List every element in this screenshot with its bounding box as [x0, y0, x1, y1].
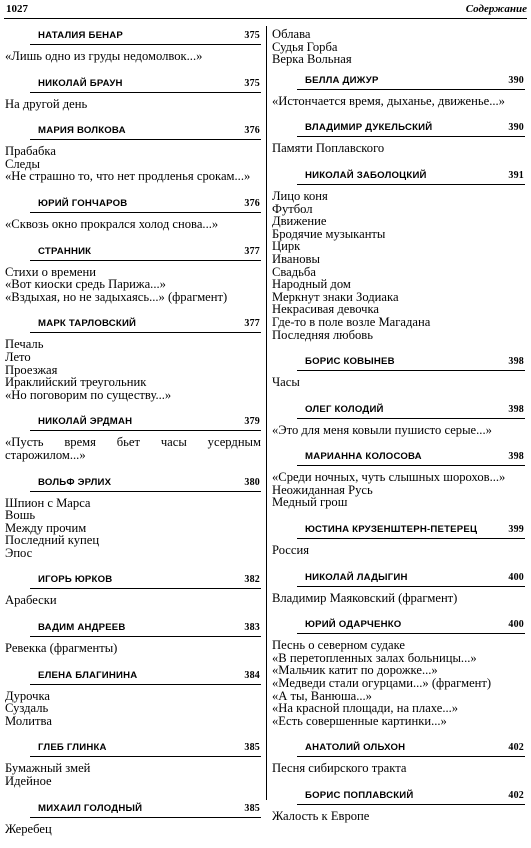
page-ref: 383 [244, 622, 260, 634]
entry-list [5, 140, 261, 196]
toc-entry: Облава [272, 27, 311, 41]
toc-entry: Народный дом [272, 277, 351, 292]
page-ref: 390 [508, 74, 524, 86]
toc-section [272, 740, 525, 788]
toc-entry: Лето [5, 349, 31, 364]
toc-entry: Печаль [5, 337, 44, 352]
toc-section [272, 120, 525, 168]
page-ref: 402 [508, 742, 524, 754]
page-ref: 377 [244, 318, 260, 330]
toc-entry: Меркнут знаки Зодиака [272, 289, 399, 304]
page-ref: 384 [244, 669, 260, 681]
toc-entry: Владимир Маяковский (фрагмент) [272, 590, 458, 605]
toc-entry: Неожиданная Русь [272, 482, 373, 497]
toc-entry: Медный грош [272, 495, 348, 510]
author-name: ЕЛЕНА БЛАГИНИНА [38, 669, 138, 681]
toc-entry: Эпос [5, 545, 33, 560]
toc-section [5, 801, 261, 848]
toc-entry: «Мальчик катит по дорожке...» [272, 663, 438, 678]
toc-section [5, 244, 261, 317]
entry-list [272, 90, 525, 121]
toc-entry: Идейное [5, 774, 52, 789]
toc-entry: Футбол [272, 201, 313, 216]
author-name: АНАТОЛИЙ ОЛЬХОН [305, 742, 406, 754]
page-ref: 398 [508, 356, 524, 368]
entry-list [5, 757, 261, 800]
toc-entry: «Медведи стали огурцами...» (фрагмент) [272, 676, 492, 691]
author-name: ЮСТИНА КРУЗЕНШТЕРН-ПЕТЕРЕЦ [305, 524, 478, 536]
toc-entry: Последний купец [5, 533, 100, 548]
toc-entry: «Но поговорим по существу...» [5, 387, 172, 402]
section-heading [297, 354, 525, 371]
toc-entry: Арабески [5, 593, 57, 608]
section-heading [30, 572, 261, 589]
entry-list [5, 818, 261, 848]
entry-list [5, 637, 261, 668]
toc-section [272, 522, 525, 570]
toc-entry: «Пусть время бьет часы усердным старожилом...» [5, 435, 261, 462]
page-ref: 402 [508, 790, 524, 801]
toc-section [5, 740, 261, 800]
toc-section [272, 617, 525, 740]
entry-list [272, 634, 525, 740]
page-ref: 390 [508, 122, 524, 134]
section-heading [297, 788, 525, 805]
toc-entry: «А ты, Ванюша...» [272, 688, 372, 703]
toc-section [272, 788, 525, 836]
page-ref: 375 [244, 77, 260, 89]
toc-entry: Песня сибирского тракта [272, 761, 407, 776]
toc-entry: Стихи о времени [5, 264, 96, 279]
author-name: ГЛЕБ ГЛИНКА [38, 742, 107, 754]
section-heading [297, 522, 525, 539]
author-name: МАРИЯ ВОЛКОВА [38, 125, 126, 137]
toc-entry: Дурочка [5, 688, 51, 703]
section-heading [297, 73, 525, 90]
author-name: БЕЛЛА ДИЖУР [305, 74, 379, 86]
toc-entry: Некрасивая девочка [272, 302, 380, 317]
toc-entry: Молитва [5, 713, 52, 728]
page-ref: 399 [508, 524, 524, 536]
entry-list [272, 419, 525, 450]
page-ref: 377 [244, 245, 260, 257]
toc-entry: Ревекка (фрагменты) [5, 641, 118, 656]
toc-entry: Памяти Поплавского [272, 141, 385, 156]
section-heading [297, 570, 525, 587]
author-name: ВЛАДИМИР ДУКЕЛЬСКИЙ [305, 122, 433, 134]
toc-entry: «Лишь одно из груды недомолвок...» [5, 49, 203, 63]
section-heading [30, 620, 261, 637]
page-number: 1027 [6, 3, 28, 15]
toc-entry: Бумажный змей [5, 761, 91, 776]
page-ref: 376 [244, 125, 260, 137]
section-heading [30, 668, 261, 685]
toc-entry: Бродячие музыканты [272, 226, 386, 241]
section-heading [30, 123, 261, 140]
toc-entry: Между прочим [5, 520, 87, 535]
toc-entry: Жалость к Европе [272, 809, 370, 823]
author-name: БОРИС ПОПЛАВСКИЙ [305, 790, 414, 801]
entry-list [5, 431, 261, 474]
running-title: Содержание [465, 3, 527, 15]
toc-entry: Вошь [5, 508, 36, 523]
section-heading [30, 244, 261, 261]
toc-entry: Шпион с Марса [5, 495, 91, 510]
toc-entry: Суздаль [5, 701, 49, 716]
page-ref: 376 [244, 197, 260, 209]
section-heading [30, 414, 261, 431]
toc-entry: «Это для меня ковыли пушисто серые...» [272, 422, 492, 437]
toc-entry: Свадьба [272, 264, 316, 279]
page-ref: 398 [508, 403, 524, 415]
toc-section [272, 402, 525, 450]
toc-section [5, 475, 261, 573]
author-name: ВАДИМ АНДРЕЕВ [38, 622, 126, 634]
page-ref: 380 [244, 476, 260, 488]
author-name: НИКОЛАЙ ЗАБОЛОЦКИЙ [305, 169, 427, 181]
page-ref: 375 [244, 30, 260, 41]
entry-list [5, 213, 261, 244]
toc-section [272, 354, 525, 402]
section-heading [297, 617, 525, 634]
toc-section [5, 28, 261, 76]
page-ref: 398 [508, 451, 524, 463]
entry-list [272, 137, 525, 168]
entry-list [272, 539, 525, 570]
toc-section [272, 168, 525, 354]
author-name: ВОЛЬФ ЭРЛИХ [38, 476, 112, 488]
toc-entry: Следы [5, 156, 40, 171]
toc-entry: Где-то в поле возле Магадана [272, 314, 431, 329]
toc-entry: Жеребец [5, 821, 52, 836]
toc-entry: На другой день [5, 96, 88, 111]
toc-entry: Ивановы [272, 251, 320, 266]
toc-entry: Судья Горба [272, 39, 338, 54]
author-name: МАРИАННА КОЛОСОВА [305, 451, 422, 463]
section-heading [30, 801, 261, 818]
toc-entry: Проезжая [5, 362, 58, 377]
toc-section [272, 570, 525, 618]
author-name: СТРАННИК [38, 245, 92, 257]
toc-entry: «Не страшно то, что нет продленья срокам...» [5, 169, 251, 184]
toc-section [5, 316, 261, 414]
left-column [5, 28, 261, 848]
entry-list [5, 685, 261, 741]
entry-list [272, 466, 525, 522]
toc-section [5, 123, 261, 196]
entry-list [5, 492, 261, 573]
toc-entry: Ираклийский треугольник [5, 375, 147, 390]
author-name: ЮРИЙ ОДАРЧЕНКО [305, 619, 402, 631]
right-sections [272, 73, 525, 836]
toc-entry: «Сквозь окно прокрался холод снова...» [5, 216, 219, 231]
toc-section [5, 196, 261, 244]
author-name: НАТАЛИЯ БЕНАР [38, 30, 124, 41]
section-heading [30, 316, 261, 333]
author-name: МИХАИЛ ГОЛОДНЫЙ [38, 802, 143, 814]
entry-list [5, 45, 261, 76]
column-divider [266, 26, 267, 800]
continued-entries [272, 28, 525, 73]
page-header [4, 1, 527, 19]
toc-section [5, 668, 261, 741]
section-heading [30, 28, 261, 45]
author-name: НИКОЛАЙ ЛАДЫГИН [305, 571, 408, 583]
toc-section [5, 414, 261, 474]
toc-entry: «Есть совершенные картинки...» [272, 713, 447, 728]
toc-entry: «Вот киоски средь Парижа...» [5, 277, 166, 292]
section-heading [297, 740, 525, 757]
entry-list [272, 371, 525, 402]
author-name: НИКОЛАЙ БРАУН [38, 77, 123, 89]
section-heading [30, 196, 261, 213]
toc-entry: Россия [272, 543, 310, 558]
toc-section [5, 620, 261, 668]
page-ref: 400 [508, 619, 524, 631]
section-heading [297, 120, 525, 137]
author-name: НИКОЛАЙ ЭРДМАН [38, 416, 133, 428]
page-ref: 379 [244, 416, 260, 428]
toc-entry: «Истончается время, дыханье, движенье...» [272, 93, 505, 108]
toc-entry: Часы [272, 375, 300, 390]
toc-entry: «Вздыхая, но не задыхаясь...» (фрагмент) [5, 289, 228, 304]
section-heading [297, 168, 525, 185]
toc-entry: «На красной площади, на плахе...» [272, 701, 459, 716]
entry-list [5, 333, 261, 414]
section-heading [297, 402, 525, 419]
toc-entry: Последняя любовь [272, 327, 373, 342]
author-name: ЮРИЙ ГОНЧАРОВ [38, 197, 128, 209]
toc-section [5, 76, 261, 124]
section-heading [30, 475, 261, 492]
toc-section [272, 73, 525, 121]
toc-entry: Движение [272, 214, 327, 229]
toc-entry: «Среди ночных, чуть слышных шорохов...» [272, 470, 506, 485]
section-heading [30, 76, 261, 93]
toc-entry: Верка Вольная [272, 52, 352, 67]
entry-list [272, 805, 525, 836]
toc-entry: «В перетопленных залах больницы...» [272, 650, 477, 665]
page-ref: 400 [508, 571, 524, 583]
toc-section [5, 572, 261, 620]
entry-list [272, 587, 525, 618]
author-name: ИГОРЬ ЮРКОВ [38, 574, 113, 586]
entry-list [5, 93, 261, 124]
author-name: МАРК ТАРЛОВСКИЙ [38, 318, 137, 330]
section-heading [30, 740, 261, 757]
entry-list [5, 589, 261, 620]
page-ref: 391 [508, 169, 524, 181]
toc-entry: Песнь о северном судаке [272, 638, 405, 653]
toc-section [272, 449, 525, 522]
right-column [272, 28, 525, 836]
toc-entry: Цирк [272, 239, 301, 254]
page-ref: 385 [244, 742, 260, 754]
author-name: БОРИС КОВЫНЕВ [305, 356, 395, 368]
toc-entry: Лицо коня [272, 188, 328, 203]
entry-list [272, 185, 525, 354]
toc-entry: Прабабка [5, 144, 56, 159]
page-ref: 385 [244, 802, 260, 814]
entry-list [272, 757, 525, 788]
author-name: ОЛЕГ КОЛОДИЙ [305, 403, 384, 415]
entry-list [5, 261, 261, 317]
page-ref: 382 [244, 574, 260, 586]
section-heading [297, 449, 525, 466]
